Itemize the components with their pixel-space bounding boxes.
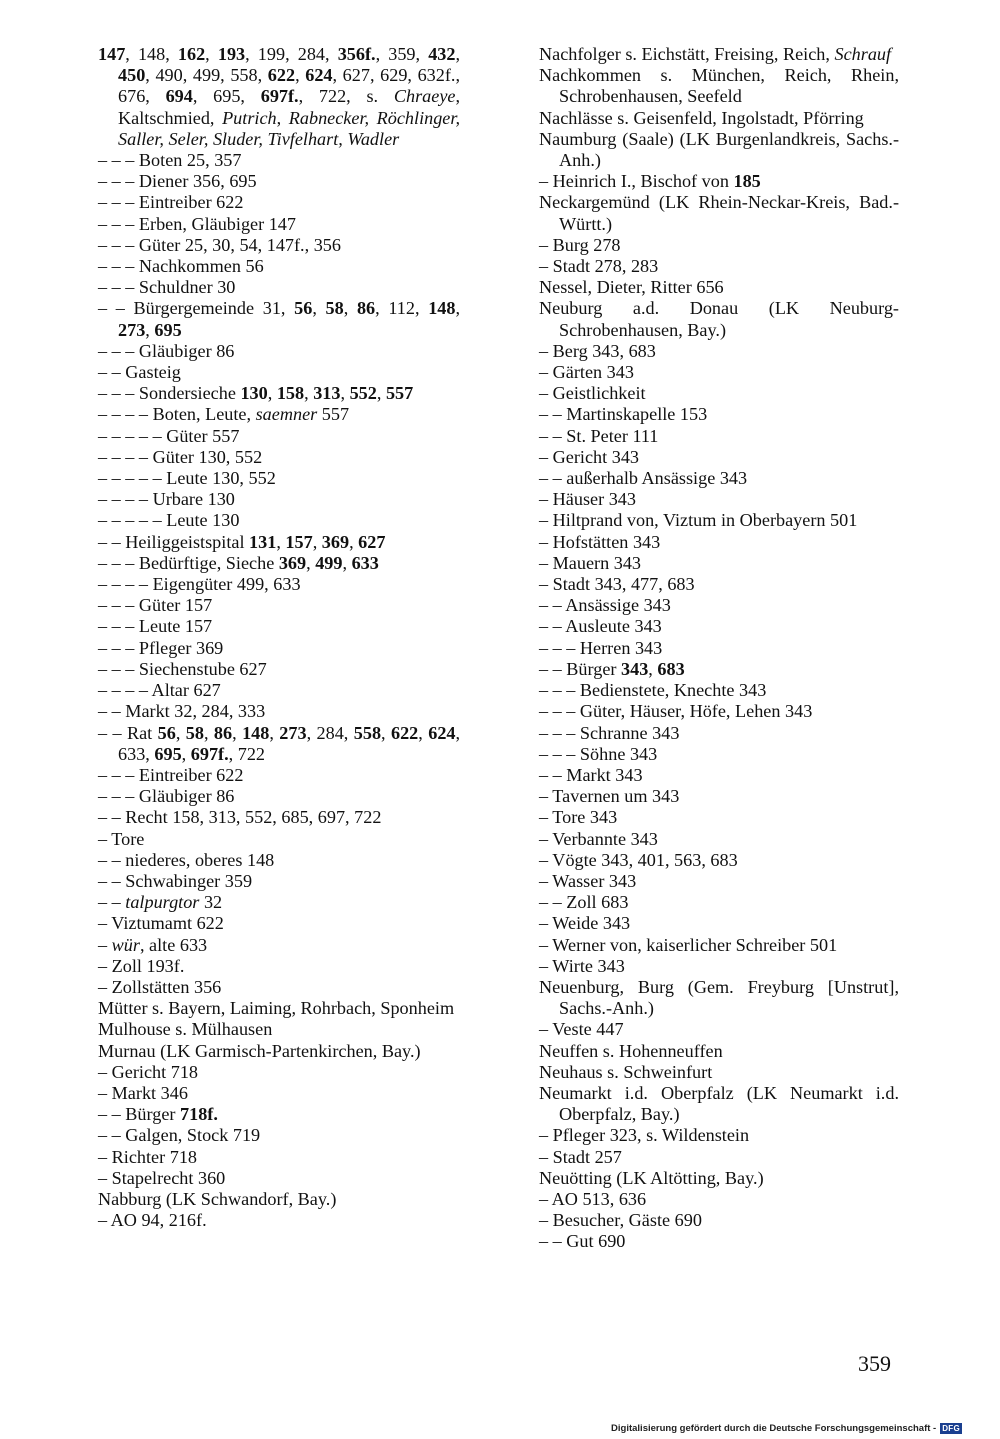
index-entry [98, 659, 460, 680]
entry-text: – – – – Eigengüter 499, 633 [98, 574, 301, 595]
index-entry [539, 1168, 899, 1189]
bold-page-ref: 558 [353, 722, 382, 743]
bold-page-ref: 356f. [337, 44, 376, 64]
entry-text: Neuhaus s. Schweinfurt [539, 1061, 713, 1082]
index-entry [539, 807, 899, 828]
index-entry [98, 214, 460, 235]
index-entry [539, 723, 899, 744]
index-entry [98, 192, 460, 213]
entry-text: – – Bürger [539, 658, 622, 679]
entry-text: – Wasser 343 [539, 870, 637, 891]
entry-text: – – – Boten 25, 357 [98, 150, 242, 171]
entry-text: – Werner von, kaiserlicher Schreiber 501 [539, 934, 838, 955]
index-entry [539, 404, 899, 425]
entry-text: Neuburg a.d. Donau (LK Neuburg-Schrobenhausen, Bay.) [539, 298, 899, 340]
index-entry [98, 383, 460, 404]
index-entry [98, 956, 460, 977]
index-entry [539, 468, 899, 489]
bold-page-ref: 499 [315, 552, 343, 573]
entry-text: , [295, 65, 306, 86]
index-entry [539, 341, 899, 362]
entry-text: , [342, 552, 352, 573]
entry-text: – Weide 343 [539, 913, 631, 934]
entry-text: , 199, 284, [245, 44, 338, 64]
index-entry [539, 1083, 899, 1125]
entry-text: – – niederes, oberes 148 [98, 849, 275, 870]
entry-text: – – Rat [98, 722, 158, 743]
index-entry [98, 574, 460, 595]
index-entry [539, 680, 899, 701]
italic-term: Schrauf [834, 44, 892, 64]
index-entry [98, 892, 460, 913]
entry-text: – Berg 343, 683 [539, 340, 656, 361]
index-entry [539, 129, 899, 171]
entry-text: – – Bürger [98, 1104, 181, 1125]
entry-text: , [181, 743, 191, 764]
entry-text: – – – Herren 343 [539, 637, 663, 658]
index-entry [98, 638, 460, 659]
entry-text: Naumburg (Saale) (LK Burgenlandkreis, Sachs.-Anh.) [539, 128, 899, 171]
entry-text: – Markt 346 [98, 1082, 188, 1103]
entry-text: – Geistlichkeit [539, 383, 646, 404]
entry-text: , [306, 552, 316, 573]
italic-term: Rabnecker, Röchlinger, Saller, Seler, Sluder, Tivfelhart, Wadler [118, 107, 460, 149]
index-entry [98, 680, 460, 701]
entry-text: – – – Söhne 343 [539, 743, 658, 764]
entry-text: – – Schwabinger 359 [98, 870, 253, 891]
entry-text: – Besucher, Gäste 690 [539, 1210, 702, 1231]
entry-text: – – – Sondersieche [98, 383, 241, 404]
entry-text: – – Gut 690 [539, 1231, 626, 1252]
index-entry [539, 892, 899, 913]
bold-page-ref: 432 [428, 44, 456, 64]
entry-text: – – – Leute 157 [98, 616, 213, 637]
entry-text: , [648, 658, 658, 679]
bold-page-ref: 695 [154, 743, 182, 764]
entry-text: – – – Pfleger 369 [98, 637, 224, 658]
entry-text: , 359, [375, 44, 429, 64]
index-entry [539, 532, 899, 553]
entry-text: , 490, 499, 558, [145, 65, 268, 86]
entry-text: – Vögte 343, 401, 563, 683 [539, 849, 738, 870]
italic-term: saemner [255, 404, 318, 425]
entry-text: , [276, 107, 289, 128]
entry-text: – – außerhalb Ansässige 343 [539, 468, 748, 489]
entry-text: , [376, 383, 386, 404]
footer-credit [611, 1423, 962, 1434]
index-entry [539, 786, 899, 807]
index-entry [539, 1210, 899, 1231]
index-entry [539, 362, 899, 383]
entry-text: – – – – – Leute 130 [98, 510, 240, 531]
entry-text: – – – – Güter 130, 552 [98, 446, 263, 467]
bold-page-ref: 683 [657, 658, 685, 679]
entry-text: Nessel, Dieter, Ritter 656 [539, 277, 724, 298]
entry-text: – Zoll 193f. [98, 955, 185, 976]
entry-text: – – – Siechenstube 627 [98, 658, 267, 679]
index-entry [98, 786, 460, 807]
entry-text: , 148, [125, 44, 178, 64]
bold-page-ref: 622 [390, 722, 419, 743]
italic-term: wür [111, 934, 140, 955]
bold-page-ref: 552 [349, 383, 377, 404]
entry-text: , [175, 722, 186, 743]
index-entry [539, 744, 899, 765]
bold-page-ref: 624 [428, 722, 456, 743]
index-entry [98, 489, 460, 510]
index-entry [539, 659, 899, 680]
index-entry [98, 1147, 460, 1168]
index-entry [98, 1062, 460, 1083]
entry-text: , [203, 722, 214, 743]
index-entry [98, 235, 460, 256]
index-entry [539, 44, 899, 65]
entry-text: – Häuser 343 [539, 489, 636, 510]
bold-page-ref: 622 [267, 65, 296, 86]
entry-text: – Hofstätten 343 [539, 531, 661, 552]
entry-text: – Stadt 278, 283 [539, 256, 659, 277]
index-entry [98, 532, 460, 553]
entry-text: – – [98, 892, 126, 913]
bold-page-ref: 450 [118, 65, 146, 86]
index-entry [539, 383, 899, 404]
bold-page-ref: 343 [621, 658, 649, 679]
entry-text: – – – Bedürftige, Sieche [98, 552, 279, 573]
entry-text: – Tore 343 [539, 807, 618, 828]
index-column-left [98, 44, 460, 1231]
entry-text: , 722, s. [298, 86, 394, 107]
index-entry [539, 510, 899, 531]
entry-text: , [205, 44, 218, 64]
index-entry [539, 108, 899, 129]
entry-text: – – Markt 32, 284, 333 [98, 701, 266, 722]
bold-page-ref: 157 [285, 531, 313, 552]
index-entry [98, 616, 460, 637]
index-entry [98, 1210, 460, 1231]
bold-page-ref: 369 [278, 552, 307, 573]
index-entry [539, 956, 899, 977]
entry-text: – Mauern 343 [539, 552, 642, 573]
entry-text: – – – Erben, Gläubiger 147 [98, 213, 296, 234]
bold-page-ref: 147 [98, 44, 126, 64]
entry-text: – – Recht 158, 313, 552, 685, 697, 722 [98, 807, 382, 828]
index-entry [98, 298, 460, 340]
index-entry [539, 574, 899, 595]
bold-page-ref: 148 [428, 298, 456, 319]
bold-page-ref: 162 [177, 44, 206, 64]
entry-text: , [455, 298, 461, 319]
entry-text: – Richter 718 [98, 1146, 198, 1167]
index-entry [539, 553, 899, 574]
index-entry [98, 256, 460, 277]
bold-page-ref: 697f. [260, 86, 299, 107]
index-entry [539, 298, 899, 340]
entry-text: Nabburg (LK Schwandorf, Bay.) [98, 1188, 337, 1209]
bold-page-ref: 158 [276, 383, 305, 404]
entry-text: – – – Güter 157 [98, 595, 213, 616]
entry-text: , [455, 44, 461, 64]
index-entry [98, 510, 460, 531]
entry-text: , [304, 383, 314, 404]
entry-text: – – – Bedienstete, Knechte 343 [539, 680, 767, 701]
entry-text: – Stadt 343, 477, 683 [539, 574, 695, 595]
entry-text: , 284, [306, 722, 354, 743]
index-entry [98, 44, 460, 150]
entry-text: , [232, 722, 243, 743]
entry-text: Mütter s. Bayern, Laiming, Rohrbach, Sponheim [98, 998, 455, 1019]
entry-text: – – – Gläubiger 86 [98, 786, 235, 807]
entry-text: – Pfleger 323, s. Wildenstein [539, 1125, 750, 1146]
index-entry [98, 447, 460, 468]
bold-page-ref: 58 [325, 298, 344, 319]
entry-text: – – Ausleute 343 [539, 616, 662, 637]
index-entry [539, 913, 899, 934]
entry-text: – – – – Boten, Leute, [98, 404, 256, 425]
index-entry [98, 871, 460, 892]
entry-text: – – Galgen, Stock 719 [98, 1125, 261, 1146]
index-entry [98, 723, 460, 765]
entry-text: – – – Diener 356, 695 [98, 171, 257, 192]
index-entry [98, 701, 460, 722]
index-column-right [539, 44, 899, 1253]
entry-text: – – – – – Güter 557 [98, 425, 240, 446]
index-entry [539, 1062, 899, 1083]
entry-text: – – Zoll 683 [539, 892, 629, 913]
index-entry [98, 595, 460, 616]
index-entry [539, 935, 899, 956]
entry-text: Neuffen s. Hohenneuffen [539, 1040, 723, 1061]
entry-text: , 627, 629, 632f., 676, [118, 65, 461, 107]
index-entry [98, 913, 460, 934]
index-entry [98, 850, 460, 871]
bold-page-ref: 718f. [180, 1104, 218, 1125]
index-entry [98, 1125, 460, 1146]
index-entry [98, 426, 460, 447]
bold-page-ref: 369 [321, 531, 350, 552]
entry-text: – – – – – Leute 130, 552 [98, 468, 276, 489]
index-entry [539, 1019, 899, 1040]
index-entry [98, 1019, 460, 1040]
index-entry [539, 1189, 899, 1210]
bold-page-ref: 273 [118, 319, 146, 340]
entry-text: , Kaltschmied, [118, 86, 461, 128]
bold-page-ref: 56 [157, 722, 176, 743]
entry-text: Murnau (LK Garmisch-Partenkirchen, Bay.) [98, 1040, 421, 1061]
bold-page-ref: 273 [279, 722, 307, 743]
bold-page-ref: 313 [313, 383, 341, 404]
entry-text: , [381, 722, 391, 743]
entry-text: – – Martinskapelle 153 [539, 404, 708, 425]
bold-page-ref: 131 [249, 531, 277, 552]
index-entry [98, 998, 460, 1019]
entry-text: 557 [317, 404, 350, 425]
entry-text: Neuötting (LK Altötting, Bay.) [539, 1167, 764, 1188]
index-entry [98, 362, 460, 383]
entry-text: , [145, 319, 155, 340]
bold-page-ref: 86 [213, 722, 233, 743]
index-entry [98, 1083, 460, 1104]
entry-text: , [340, 383, 350, 404]
bold-page-ref: 624 [305, 65, 333, 86]
index-entry [539, 65, 899, 107]
entry-text: , 633, [118, 722, 461, 764]
bold-page-ref: 694 [165, 86, 193, 107]
entry-text: , 722 [228, 743, 266, 764]
entry-text: – [98, 934, 112, 955]
entry-text: – Gericht 718 [98, 1061, 199, 1082]
index-entry [98, 1041, 460, 1062]
entry-text: , [349, 531, 359, 552]
index-entry [539, 192, 899, 234]
entry-text: , [269, 722, 280, 743]
index-entry [539, 850, 899, 871]
index-entry [539, 171, 899, 192]
index-entry [539, 616, 899, 637]
entry-text: – Tavernen um 343 [539, 786, 680, 807]
bold-page-ref: 185 [733, 171, 761, 192]
index-entry [98, 935, 460, 956]
entry-text: , 112, [375, 298, 429, 319]
entry-text: – – Bürgergemeinde 31, [98, 298, 295, 319]
entry-text: – – – Eintreiber 622 [98, 192, 244, 213]
index-entry [539, 1125, 899, 1146]
entry-text: , alte 633 [139, 934, 208, 955]
entry-text: – – – Schuldner 30 [98, 277, 236, 298]
bold-page-ref: 58 [185, 722, 204, 743]
entry-text: , 695, [192, 86, 261, 107]
index-entry [98, 277, 460, 298]
entry-text: – – Markt 343 [539, 764, 643, 785]
entry-text: Nachfolger s. Eichstätt, Freising, Reich, [539, 44, 835, 64]
footer-text: Digitalisierung gefördert durch die Deutsche Forschungsgemeinschaft - [611, 1423, 937, 1434]
index-entry [539, 426, 899, 447]
index-entry [539, 447, 899, 468]
entry-text: – AO 94, 216f. [98, 1210, 207, 1231]
italic-term: talpurgtor [125, 892, 200, 913]
entry-text: – – – Gläubiger 86 [98, 340, 235, 361]
bold-page-ref: 130 [240, 383, 268, 404]
entry-text: – – St. Peter 111 [539, 425, 659, 446]
bold-page-ref: 557 [385, 383, 414, 404]
entry-text: – – – – Altar 627 [98, 680, 221, 701]
entry-text: – Tore [98, 828, 145, 849]
bold-page-ref: 193 [217, 44, 246, 64]
italic-term: Chraeye [393, 86, 456, 107]
dfg-logo: DFG [942, 1424, 960, 1433]
index-entry [98, 468, 460, 489]
entry-text: Mulhouse s. Mülhausen [98, 1019, 273, 1040]
bold-page-ref: 627 [358, 531, 386, 552]
entry-text: Neckargemünd (LK Rhein-Neckar-Kreis, Bad.-Württ.) [539, 192, 899, 234]
index-entry [98, 765, 460, 786]
entry-text: – Hiltprand von, Viztum in Oberbayern 501 [539, 510, 858, 531]
index-entry [539, 1147, 899, 1168]
entry-text: , [343, 298, 357, 319]
index-entry [539, 829, 899, 850]
entry-text: Neuenburg, Burg (Gem. Freyburg [Unstrut], Sachs.-Anh.) [539, 976, 899, 1019]
entry-text: , [276, 531, 286, 552]
index-entry [98, 977, 460, 998]
entry-text: Nachkommen s. München, Reich, Rhein, Schrobenhausen, Seefeld [539, 65, 899, 107]
bold-page-ref: 148 [242, 722, 270, 743]
index-entry [98, 1168, 460, 1189]
entry-text: – – – Güter, Häuser, Höfe, Lehen 343 [539, 701, 813, 722]
index-entry [539, 489, 899, 510]
index-entry [539, 977, 899, 1019]
index-entry [539, 256, 899, 277]
bold-page-ref: 633 [351, 552, 379, 573]
index-entry [539, 1041, 899, 1062]
index-entry [98, 1104, 460, 1125]
entry-text: – Verbannte 343 [539, 828, 658, 849]
index-entry [98, 553, 460, 574]
entry-text: – Viztumamt 622 [98, 913, 224, 934]
entry-text: – – – Schranne 343 [539, 722, 680, 743]
bold-page-ref: 86 [356, 298, 376, 319]
entry-text: – Veste 447 [539, 1019, 624, 1040]
italic-term: Putrich [222, 107, 277, 128]
entry-text: – Gericht 343 [539, 446, 640, 467]
entry-text: 32 [199, 892, 223, 913]
entry-text: – – – Güter 25, 30, 54, 147f., 356 [98, 234, 341, 255]
entry-text: – Gärten 343 [539, 362, 634, 383]
index-entry [539, 765, 899, 786]
entry-text: – – – Nachkommen 56 [98, 256, 264, 277]
entry-text: – – Heiliggeistspital [98, 531, 250, 552]
index-entry [539, 871, 899, 892]
page-number: 359 [858, 1351, 891, 1376]
entry-text: – – – – Urbare 130 [98, 489, 235, 510]
entry-text: – Heinrich I., Bischof von [539, 171, 734, 192]
index-entry [539, 701, 899, 722]
entry-text: , [267, 383, 277, 404]
index-entry [98, 1189, 460, 1210]
entry-text: , [418, 722, 429, 743]
entry-text: – – Gasteig [98, 362, 181, 383]
entry-text: Nachlässe s. Geisenfeld, Ingolstadt, Pförring [539, 107, 864, 128]
entry-text: – Burg 278 [539, 234, 621, 255]
entry-text: – Wirte 343 [539, 955, 625, 976]
index-entry [98, 404, 460, 425]
entry-text: – – Ansässige 343 [539, 595, 671, 616]
index-entry [98, 171, 460, 192]
entry-text: , [312, 298, 326, 319]
entry-text: – AO 513, 636 [539, 1188, 647, 1209]
index-entry [98, 807, 460, 828]
bold-page-ref: 56 [294, 298, 313, 319]
entry-text: – – – Eintreiber 622 [98, 764, 244, 785]
index-entry [98, 341, 460, 362]
index-entry [539, 277, 899, 298]
index-entry [539, 638, 899, 659]
index-entry [98, 829, 460, 850]
entry-text: – Stadt 257 [539, 1146, 622, 1167]
index-entry [98, 150, 460, 171]
entry-text: , [312, 531, 322, 552]
bold-page-ref: 697f. [190, 743, 229, 764]
entry-text: – Stapelrecht 360 [98, 1167, 226, 1188]
index-entry [539, 595, 899, 616]
entry-text: Neumarkt i.d. Oberpfalz (LK Neumarkt i.d. Oberpfalz, Bay.) [539, 1082, 899, 1125]
bold-page-ref: 695 [154, 319, 182, 340]
index-entry [539, 235, 899, 256]
index-entry [539, 1231, 899, 1252]
entry-text: – Zollstätten 356 [98, 976, 222, 997]
